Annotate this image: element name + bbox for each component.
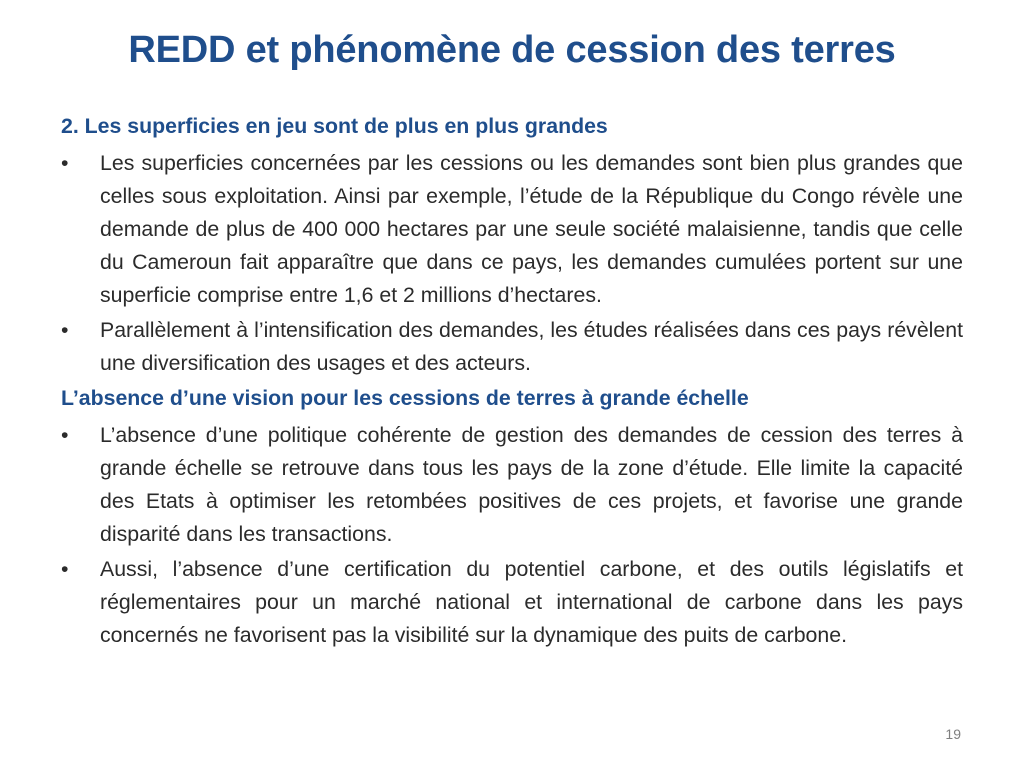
bullet-item: [61, 553, 963, 652]
bullet-text: Aussi, l’absence d’une certification du potentiel carbone, et des outils législatifs et réglementaires pour un marché national et international de carbone dans les pays concernés ne favorisent pas la visibilité sur la dynamique des puits de carbone.: [100, 557, 963, 647]
bullet-list-absence-vision: [61, 419, 963, 652]
bullet-item: [61, 314, 963, 380]
bullet-icon: •: [61, 151, 69, 175]
bullet-text: Les superficies concernées par les cessions ou les demandes sont bien plus grandes que celles sous exploitation. Ainsi par exemple, l’étude de la République du Congo révèle une demande de plus de 400 000 hectares par une seule société malaisienne, tandis que celle du Cameroun fait apparaître que dans ce pays, les demandes cumulées portent sur une superficie comprise entre 1,6 et 2 millions d’hectares.: [100, 151, 963, 307]
slide-content: [61, 110, 963, 654]
bullet-text: Parallèlement à l’intensification des demandes, les études réalisées dans ces pays révèlent une diversification des usages et des acteurs.: [100, 318, 963, 375]
bullet-icon: •: [61, 423, 69, 447]
slide-title: REDD et phénomène de cession des terres: [128, 29, 896, 71]
bullet-text: L’absence d’une politique cohérente de gestion des demandes de cession des terres à grande échelle se retrouve dans tous les pays de la zone d’étude. Elle limite la capacité des Etats à optimiser les retombées positives de ces projets, et favorise une grande disparité dans les transactions.: [100, 423, 963, 546]
section-heading-superficies: 2. Les superficies en jeu sont de plus en plus grandes: [61, 114, 608, 138]
bullet-icon: •: [61, 557, 69, 581]
section-heading-absence-vision: L’absence d’une vision pour les cessions de terres à grande échelle: [61, 386, 749, 410]
page-number: 19: [945, 726, 961, 742]
bullet-item: [61, 419, 963, 551]
bullet-list-superficies: [61, 147, 963, 380]
bullet-item: [61, 147, 963, 312]
bullet-icon: •: [61, 318, 69, 342]
